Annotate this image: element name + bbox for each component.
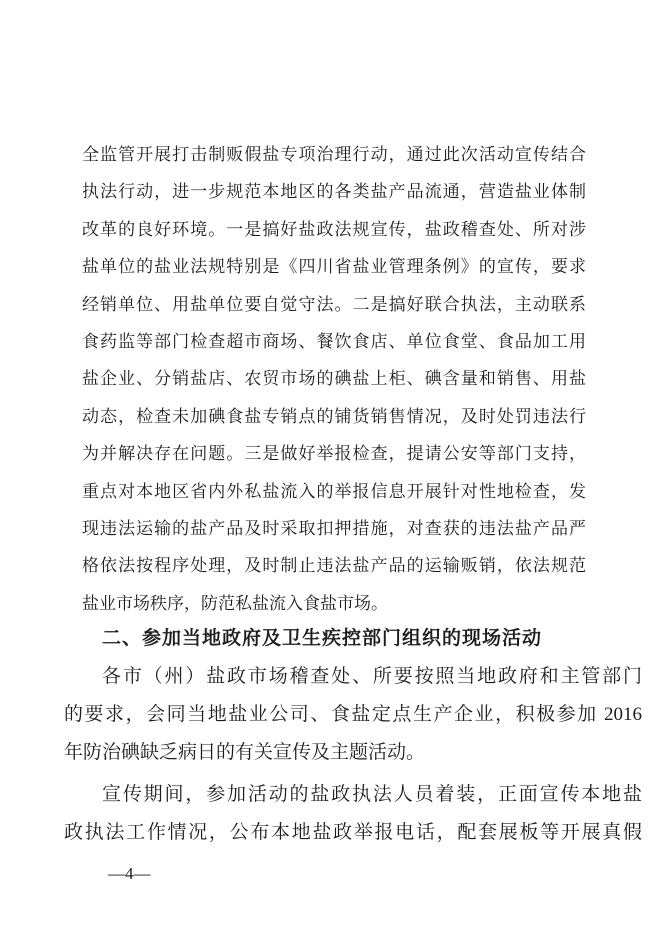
text-line: 各市（州）盐政市场稽查处、所要按照当地政府和主管部门: [102, 666, 642, 687]
text-line: 为并解决存在问题。三是做好举报检查，提请公安等部门支持，: [82, 444, 586, 464]
text-line: 全监管开展打击制贩假盐专项治理行动，通过此次活动宣传结合: [82, 145, 586, 164]
page-number: —4—: [108, 864, 151, 883]
text-line: 格依法按程序处理，及时制止违法盐产品的运输贩销，依法规范: [82, 556, 586, 576]
text-line: 重点对本地区省内外私盐流入的举报信息开展针对性地检查，发: [82, 481, 586, 501]
text-line: 经销单位、用盐单位要自觉守法。二是搞好联合执法，主动联系: [82, 294, 586, 314]
page-footer: [108, 864, 151, 884]
section-heading: 二、参加当地政府及卫生疾控部门组织的现场活动: [102, 628, 543, 649]
text-line: 盐业市场秩序，防范私盐流入食盐市场。: [82, 593, 388, 613]
text-line: 改革的良好环境。一是搞好盐政法规宣传，盐政稽查处、所对涉: [82, 219, 586, 239]
text-line: 食药监等部门检查超市商场、餐饮食店、单位食堂、食品加工用: [82, 332, 586, 352]
text-line: 盐企业、分销盐店、农贸市场的碘盐上柜、碘含量和销售、用盐: [82, 369, 586, 389]
text-line: 政执法工作情况，公布本地盐政举报电话，配套展板等开展真假: [64, 822, 642, 843]
text-line: 执法行动，进一步规范本地区的各类盐产品流通，营造盐业体制: [82, 182, 586, 202]
text-line: 的要求，会同当地盐业公司、食盐定点生产企业，积极参加 2016: [64, 704, 642, 725]
text-line: 宣传期间，参加活动的盐政执法人员着装，正面宣传本地盐: [102, 784, 642, 805]
text-line: 年防治碘缺乏病日的有关宣传及主题活动。: [64, 742, 426, 763]
text-line: 动态，检查未加碘食盐专销点的铺货销售情况，及时处罚违法行: [82, 406, 586, 426]
text-line: 现违法运输的盐产品及时采取扣押措施，对查获的违法盐产品严: [82, 519, 586, 539]
paragraph-block-2: [64, 620, 642, 852]
paragraph-block-1: [82, 136, 586, 622]
text-line: 盐单位的盐业法规特别是《四川省盐业管理条例》的宣传，要求: [82, 257, 586, 277]
